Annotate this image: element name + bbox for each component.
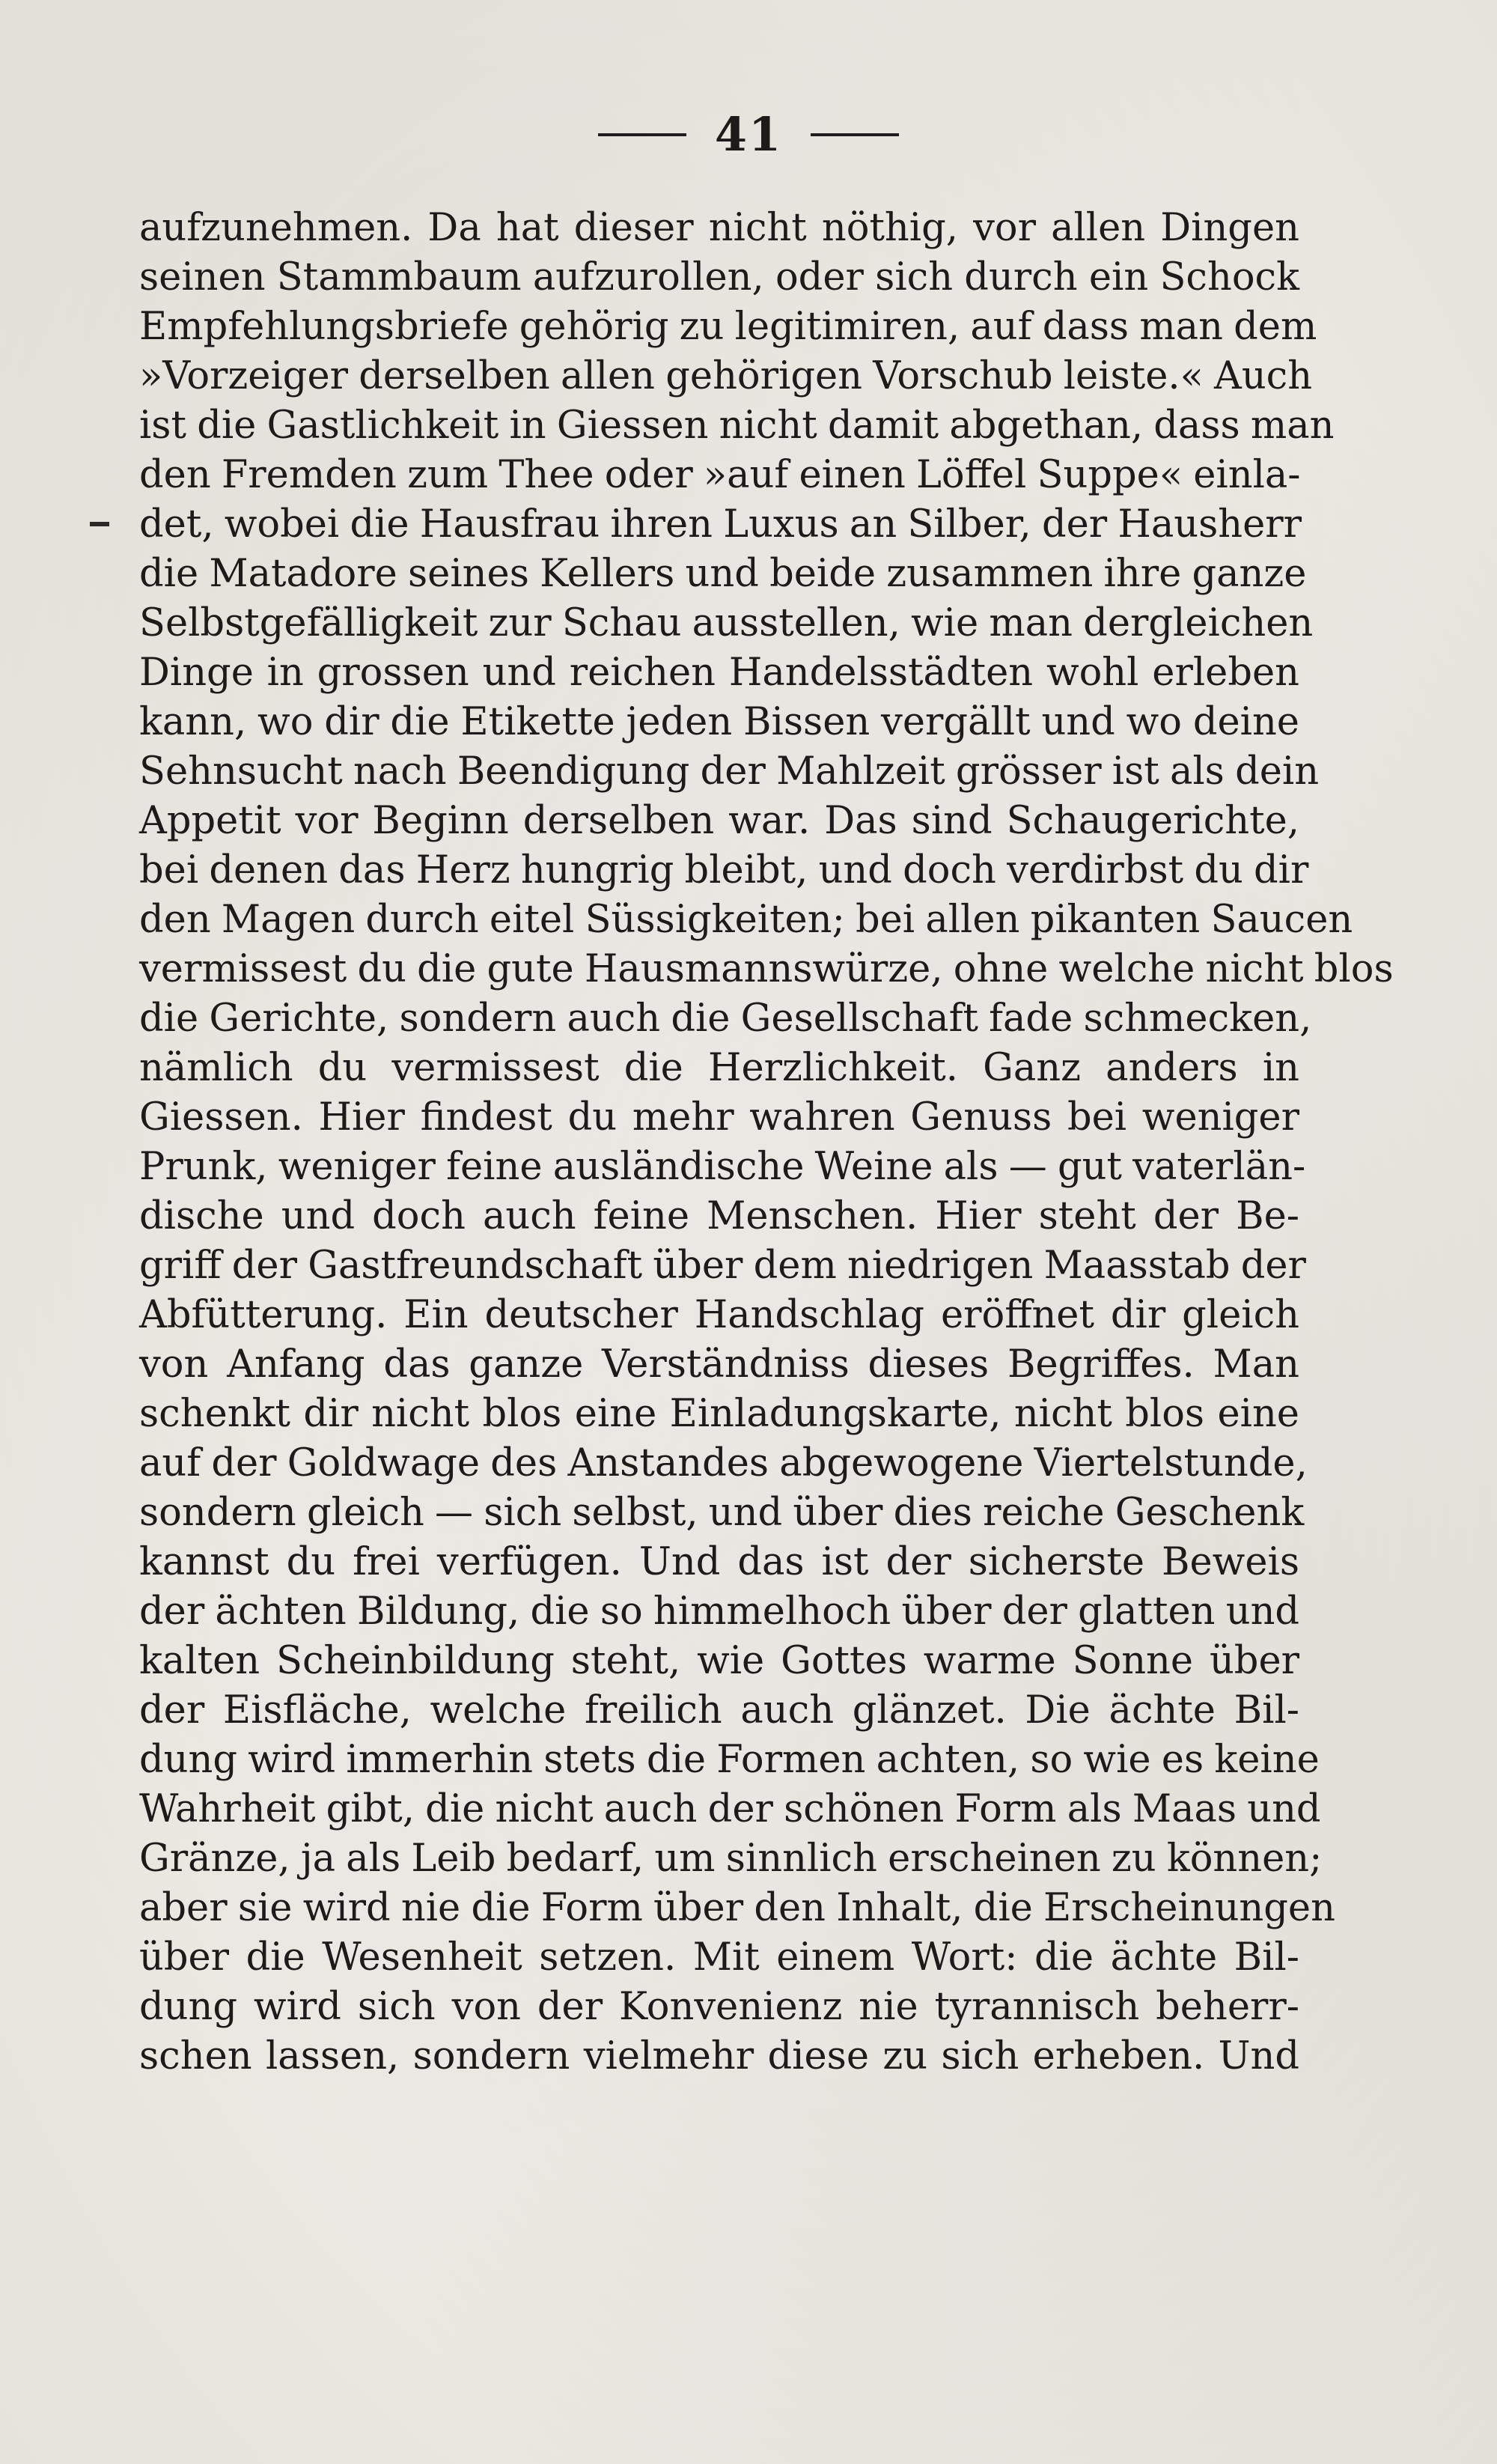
text-line: auf der Goldwage des Anstandes abgewogene Viertelstunde, — [139, 1441, 1308, 1485]
text-line: bei denen das Herz hungrig bleibt, und doch verdirbst du dir — [139, 848, 1309, 892]
text-line: det, wobei die Hausfrau ihren Luxus an Silber, der Hausherr — [139, 502, 1302, 547]
page-number: 41 — [714, 107, 783, 162]
text-line: Appetit vor Beginn derselben war. Das sind Schaugerichte, — [139, 799, 1299, 843]
text-line: über die Wesenheit setzen. Mit einem Wort: die ächte Bil- — [139, 1935, 1299, 1980]
text-line: dung wird immerhin stets die Formen achten, so wie es keine — [139, 1738, 1320, 1782]
text-line: Giessen. Hier findest du mehr wahren Genuss bei weniger — [139, 1095, 1299, 1140]
text-line: ist die Gastlichkeit in Giessen nicht damit abgethan, dass man — [139, 404, 1335, 448]
page-header — [0, 109, 1497, 161]
text-line: der ächten Bildung, die so himmelhoch über der glatten und — [139, 1590, 1300, 1634]
margin-dash-mark — [90, 522, 109, 526]
text-line: schenkt dir nicht blos eine Einladungskarte, nicht blos eine — [139, 1392, 1299, 1436]
text-line: kannst du frei verfügen. Und das ist der sicherste Beweis — [139, 1540, 1299, 1584]
text-line: griff der Gastfreundschaft über dem niedrigen Maasstab der — [139, 1244, 1306, 1288]
text-line: »Vorzeiger derselben allen gehörigen Vorschub leiste.« Auch — [139, 354, 1313, 398]
text-line: Selbstgefälligkeit zur Schau ausstellen, wie man dergleichen — [139, 601, 1314, 645]
text-line: Sehnsucht nach Beendigung der Mahlzeit grösser ist als dein — [139, 749, 1320, 794]
header-rule-right — [811, 133, 899, 136]
text-line: Prunk, weniger feine ausländische Weine als — gut vaterlän- — [139, 1145, 1306, 1189]
text-line: Abfütterung. Ein deutscher Handschlag eröffnet dir gleich — [139, 1293, 1299, 1337]
text-line: aber sie wird nie die Form über den Inhalt, die Erscheinungen — [139, 1886, 1335, 1930]
header-rule-left — [598, 133, 686, 136]
text-line: seinen Stammbaum aufzurollen, oder sich durch ein Schock — [139, 255, 1299, 299]
text-line: von Anfang das ganze Verständniss dieses Begriffes. Man — [139, 1342, 1299, 1387]
text-line: Dinge in grossen und reichen Handelsstädten wohl erleben — [139, 651, 1299, 695]
text-line: den Magen durch eitel Süssigkeiten; bei allen pikanten Saucen — [139, 898, 1353, 942]
text-line: den Fremden zum Thee oder »auf einen Löffel Suppe« einla- — [139, 453, 1301, 497]
text-line: nämlich du vermissest die Herzlichkeit. Ganz anders in — [139, 1046, 1299, 1090]
text-line: schen lassen, sondern vielmehr diese zu sich erheben. Und — [139, 2034, 1299, 2078]
text-line: vermissest du die gute Hausmannswürze, ohne welche nicht blos — [139, 947, 1394, 991]
text-line: der Eisfläche, welche freilich auch glänzet. Die ächte Bil- — [139, 1688, 1299, 1733]
text-line: kann, wo dir die Etikette jeden Bissen vergällt und wo deine — [139, 700, 1299, 744]
text-line: sondern gleich — sich selbst, und über dies reiche Geschenk — [139, 1491, 1305, 1535]
text-line: dung wird sich von der Konvenienz nie tyrannisch beherr- — [139, 1985, 1299, 2029]
text-line: Gränze, ja als Leib bedarf, um sinnlich erscheinen zu können; — [139, 1837, 1323, 1881]
text-line: kalten Scheinbildung steht, wie Gottes warme Sonne über — [139, 1639, 1299, 1683]
text-line: Empfehlungsbriefe gehörig zu legitimiren, auf dass man dem — [139, 305, 1317, 349]
text-line: die Matadore seines Kellers und beide zusammen ihre ganze — [139, 552, 1307, 596]
text-line: die Gerichte, sondern auch die Gesellschaft fade schmecken, — [139, 997, 1312, 1041]
body-text — [139, 204, 1394, 2150]
text-line: dische und doch auch feine Menschen. Hier steht der Be- — [139, 1194, 1299, 1238]
text-line: Wahrheit gibt, die nicht auch der schönen Form als Maas und — [139, 1787, 1321, 1831]
text-line: aufzunehmen. Da hat dieser nicht nöthig, vor allen Dingen — [139, 206, 1299, 250]
